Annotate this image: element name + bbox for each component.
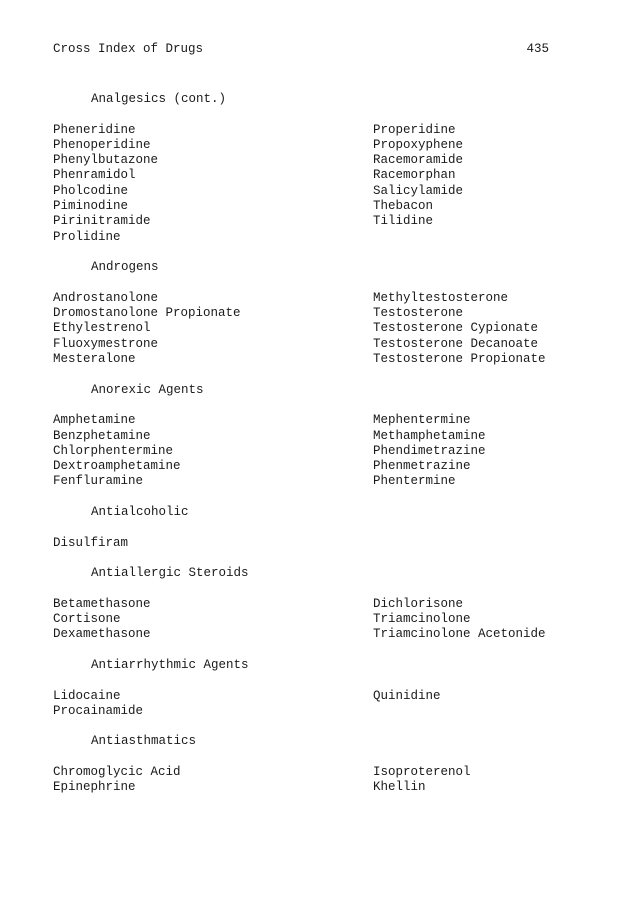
drug-columns — [53, 291, 573, 367]
drug-name: Testosterone — [373, 306, 464, 321]
drug-name: Khellin — [373, 780, 426, 795]
drug-name: Testosterone Propionate — [373, 352, 546, 367]
drug-name: Triamcinolone Acetonide — [373, 627, 546, 642]
drug-name: Androstanolone — [53, 290, 159, 305]
drug-name: Phenmetrazine — [373, 459, 471, 474]
section-heading: Antiasthmatics — [91, 734, 197, 749]
drug-name: Mephentermine — [373, 413, 471, 428]
drug-column-left — [53, 765, 373, 796]
drug-column-right — [373, 123, 573, 245]
drug-name: Mesteralone — [53, 352, 136, 367]
drug-name: Testosterone Decanoate — [373, 336, 539, 351]
drug-column-left — [53, 689, 373, 720]
drug-name: Amphetamine — [53, 413, 136, 428]
drug-name: Procainamide — [53, 703, 144, 718]
drug-name: Benzphetamine — [53, 428, 151, 443]
drug-name: Epinephrine — [53, 780, 136, 795]
index-section — [53, 260, 573, 367]
drug-name: Testosterone Cypionate — [373, 321, 539, 336]
drug-name: Phendimetrazine — [373, 443, 486, 458]
drug-name: Phentermine — [373, 474, 456, 489]
drug-name: Properidine — [373, 122, 456, 137]
drug-name: Dexamethasone — [53, 627, 151, 642]
drug-column-left — [53, 413, 373, 489]
drug-columns — [53, 123, 573, 245]
section-heading: Analgesics (cont.) — [91, 92, 227, 106]
drug-columns — [53, 765, 573, 796]
drug-column-left — [53, 291, 373, 367]
drug-column-right — [373, 689, 573, 720]
drug-name: Racemoramide — [373, 153, 464, 168]
drug-name: Thebacon — [373, 199, 434, 214]
drug-name: Dextroamphetamine — [53, 459, 181, 474]
page-header — [53, 42, 549, 58]
index-section — [53, 658, 573, 719]
drug-name: Salicylamide — [373, 183, 464, 198]
drug-name: Isoproterenol — [373, 765, 471, 780]
drug-column-left — [53, 597, 373, 643]
index-section — [53, 505, 573, 551]
drug-column-left — [53, 123, 373, 245]
drug-column-right — [373, 413, 573, 489]
section-heading: Anorexic Agents — [91, 382, 204, 397]
drug-column-right — [373, 597, 573, 643]
drug-column-right — [373, 765, 573, 796]
drug-name: Phenoperidine — [53, 137, 151, 152]
index-section — [53, 383, 573, 490]
section-heading: Antialcoholic — [91, 505, 189, 520]
drug-name: Dromostanolone Propionate — [53, 306, 241, 321]
drug-name: Ethylestrenol — [53, 321, 151, 336]
drug-columns — [53, 597, 573, 643]
drug-name: Tilidine — [373, 214, 434, 229]
drug-index-content — [53, 92, 573, 811]
section-heading: Androgens — [91, 260, 159, 275]
drug-name: Disulfiram — [53, 535, 129, 550]
drug-name: Methamphetamine — [373, 428, 486, 443]
index-section — [53, 566, 573, 642]
drug-name: Pirinitramide — [53, 214, 151, 229]
drug-name: Phenylbutazone — [53, 153, 159, 168]
drug-columns — [53, 413, 573, 489]
drug-name: Quinidine — [373, 688, 441, 703]
drug-name: Fluoxymestrone — [53, 336, 159, 351]
drug-name: Prolidine — [53, 229, 121, 244]
drug-name: Methyltestosterone — [373, 290, 509, 305]
drug-name: Racemorphan — [373, 168, 456, 183]
section-heading: Antiallergic Steroids — [91, 566, 249, 581]
index-section — [53, 92, 573, 245]
drug-name: Dichlorisone — [373, 596, 464, 611]
drug-name: Betamethasone — [53, 596, 151, 611]
drug-name: Lidocaine — [53, 688, 121, 703]
drug-name: Chromoglycic Acid — [53, 765, 181, 780]
drug-name: Propoxyphene — [373, 137, 464, 152]
page-number: 435 — [526, 42, 549, 56]
index-section — [53, 734, 573, 795]
drug-column-left — [53, 536, 373, 551]
drug-columns — [53, 689, 573, 720]
drug-name: Chlorphentermine — [53, 443, 174, 458]
drug-name: Pholcodine — [53, 183, 129, 198]
section-heading: Antiarrhythmic Agents — [91, 657, 249, 672]
drug-columns — [53, 536, 573, 551]
drug-name: Fenfluramine — [53, 474, 144, 489]
running-title: Cross Index of Drugs — [53, 42, 204, 56]
drug-name: Phenramidol — [53, 168, 136, 183]
drug-name: Triamcinolone — [373, 612, 471, 627]
drug-column-right — [373, 536, 573, 551]
drug-name: Piminodine — [53, 199, 129, 214]
drug-name: Pheneridine — [53, 122, 136, 137]
drug-name: Cortisone — [53, 612, 121, 627]
drug-column-right — [373, 291, 573, 367]
